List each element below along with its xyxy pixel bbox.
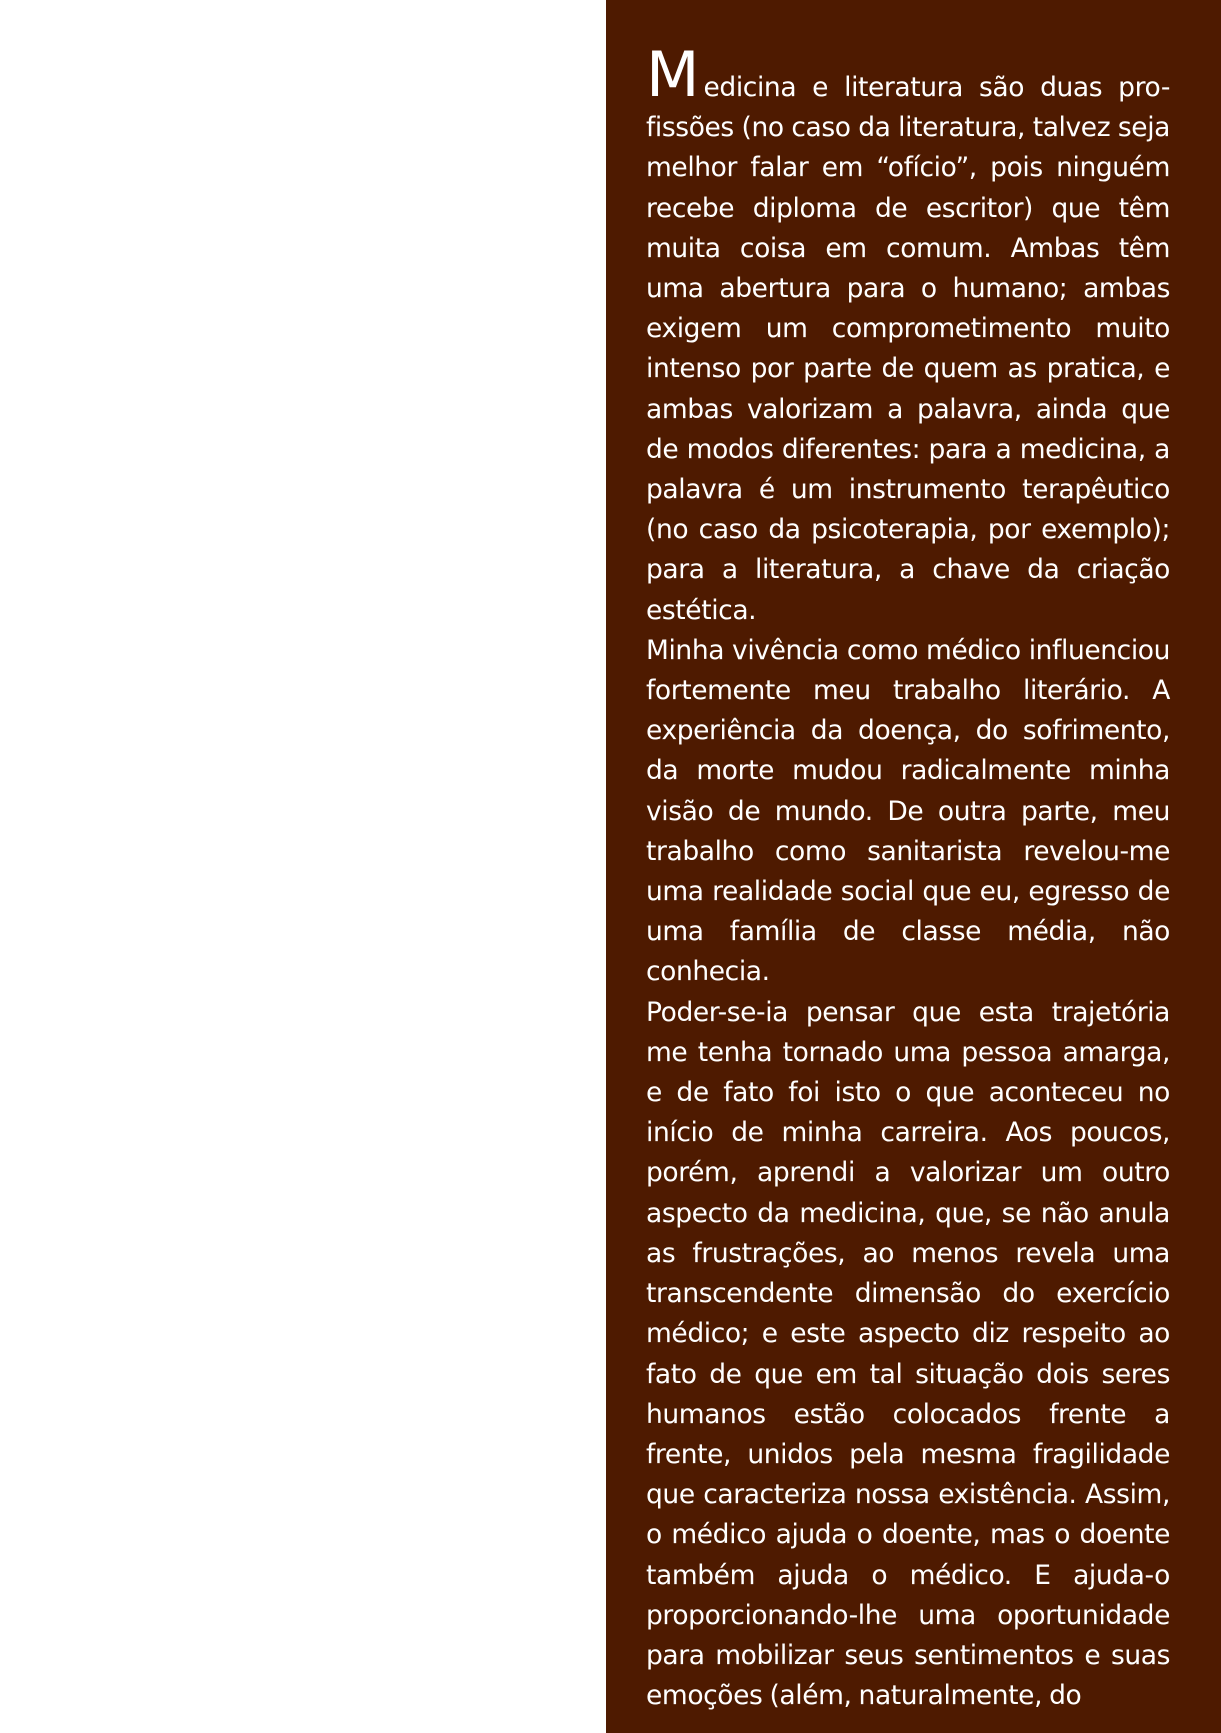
- blank-left-page-area: [0, 0, 606, 1733]
- essay-paragraph-3: Poder-se-ia pensar que esta trajetória me tenha tornado uma pessoa amarga, e de fato foi isto o que aconteceu no início de minha carreira. Aos poucos, porém, aprendi a valorizar um outro aspecto da medicina, que, se não anula as frustrações, ao menos revela uma transcendente dimensão do exercício médico; e este aspecto diz respeito ao fato de que em tal situação dois seres humanos estão colocados frente a frente, unidos pela mesma fragilidade que caracteriza nossa existência. Assim, o médico ajuda o doente, mas o doente também ajuda o médico. E ajuda-o proporcionando-lhe uma oportunidade para mobilizar seus sentimentos e suas emoções (além, naturalmente, do: [646, 996, 1170, 1712]
- paragraph-1-first-line-text: edicina e literatura são duas pro-: [703, 72, 1170, 103]
- essay-text-panel: [606, 0, 1221, 1733]
- essay-body: [646, 38, 1170, 1716]
- essay-paragraph-1: [646, 38, 1170, 631]
- essay-paragraph-2: Minha vivência como médico influenciou fortemente meu trabalho literário. A experiência da doença, do sofrimento, da morte mudou radicalmente minha visão de mundo. De outra parte, meu trabalho como sanitarista revelou-me uma realidade social que eu, egresso de uma família de classe média, não conhecia.: [646, 634, 1170, 988]
- drop-cap-letter: M: [646, 38, 700, 111]
- paragraph-1-first-line: [646, 38, 1170, 111]
- paragraph-1-text: fissões (no caso da literatura, talvez seja melhor falar em “ofício”, pois ninguém recebe diploma de escritor) que têm muita coisa em comum. Ambas têm uma abertura para o humano; ambas exigem um comprometimento muito intenso por parte de quem as pratica, e ambas valorizam a palavra, ainda que de modos diferentes: para a medicina, a palavra é um instrumento terapêutico (no caso da psicoterapia, por exemplo); para a literatura, a chave da criação estética.: [646, 112, 1170, 626]
